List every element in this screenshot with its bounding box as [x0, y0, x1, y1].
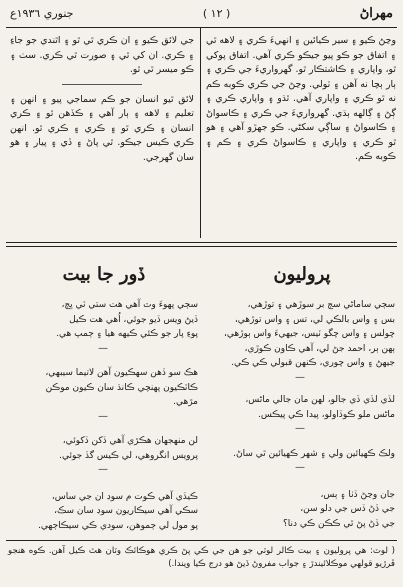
section-rule-bottom: [6, 246, 397, 247]
section-rule-top: [6, 242, 397, 243]
left-stanza-2-line-3: مڙهي.: [173, 397, 198, 407]
right-stanza-1-line-3: چولس ۽ واس چگو ٽيس، جيهيءَ واس ٻوڙهي،: [224, 329, 395, 339]
top-right-column: [206, 34, 396, 171]
right-stanza-2-line-2: ماڻس ملو ڪوڏاولو، پيدا ڪي پيڪس.: [257, 409, 395, 420]
right-stanza-3-line-1: ولڪ ڪهيائين ولي ۽ شهر ڪهيائين ٿي ساڻ.: [233, 448, 395, 459]
paragraph-divider: [62, 84, 142, 85]
stanza-divider: —: [98, 464, 108, 475]
top-left-paragraph-2: لائق ٿيو انسان جو ڪم سماجي پيو ۽ انهن ۽ تعليم ۽ لاهه ۽ ٻار آهي ۽ ڪڏهن ٿو ۽ ڪري انسان ۽ ڪري ٿو ۽ ڪري ۽ ڪري ٿو. انهن ڪري ڪيس جيڪو. ٿي پاڻ ۽ ڏي ۽ پيار ۽ هو سان گهرجي.: [10, 93, 194, 163]
right-stanza-1-line-5: جيهڻ ۽ واس چوري، ڪنهن قبولي ڪي ڪي.: [231, 358, 395, 368]
left-verse-column: [8, 298, 198, 533]
left-stanza-2-line-1: هڪ سو ڏهن سهڪيون آهن لاتيما سيبهي،: [45, 368, 198, 378]
left-stanza-1-line-1: سڄي پهوءَ وٽ آهي هت ستي ٽي ڀڄ،: [61, 300, 198, 310]
right-stanza-4-line-1: جان وڃڻ ڏٺا ۽ ٻس،: [320, 489, 395, 500]
magazine-title: مهراڻ: [359, 5, 393, 21]
header-rule: [6, 27, 397, 28]
column-divider: [200, 28, 201, 238]
left-stanza-1-line-3: پوءِ پار جو ڪئي ڪيهه هيا ۽ ڄمپ هي.: [56, 329, 198, 339]
left-stanza-2-line-2: ڪاٽڪيون پهنچي ڪانڌ سان ڪيون موڪن: [45, 382, 198, 393]
stanza-divider: —: [295, 371, 305, 383]
left-stanza-3-line-1: لن منهجهان هڪڙي آهي ڏکن ڏکوئي،: [62, 436, 198, 446]
right-stanza-1-line-4: ٻهن ٻر، احمد جڻ لي، آهي ڪاون ڪوڙي،: [244, 343, 395, 354]
page-number: ( ١٢ ): [202, 6, 231, 20]
top-left-paragraph-1: جي لائق ڪيو ۽ ان ڪري ٿي ٿو ۽ اٿندي جو جاءِ ۽ ڪري. ان کي ٿي ۽ صورت ٿي ڪري. سٺ ۽ ڪو ميسر ٿي ٿو.: [10, 35, 194, 75]
left-stanza-4-line-1: ڪيڏي آهي ڪوت م سوڊ ان جي ساس،: [51, 491, 198, 502]
left-stanza-4-line-2: سڪي آهي سيڪاريون سوڊ سان سڪ،: [54, 506, 198, 516]
header-date: جنوري ١٩٣٦ع: [10, 6, 74, 20]
left-stanza-4-line-3: پو مول لي ڄموهن، سودي ڪي سيڪاڄهي.: [38, 520, 198, 531]
right-stanza-4-line-3: جي ڏڻ پڻ ٿي ڪڪن ڪي دنا؟: [282, 518, 395, 529]
top-left-column: [10, 34, 194, 171]
right-verse-column: [205, 298, 395, 531]
right-stanza-4-line-2: جي ڏڻ ڏس جي دلو سن،: [300, 504, 395, 514]
right-stanza-2-line-1: لڏي لڏي ڏي جالو، لهن مان جالي ماڻس،: [245, 395, 395, 405]
stanza-divider: —: [295, 423, 305, 434]
stanza-divider: —: [98, 342, 108, 354]
top-right-paragraph: وڃڻ ڪيو ۽ سير ڪيائين ۽ انهيءَ ڪري ۽ لاهه ٿي ۽ اتفاق جو ڪو پيو جيڪو ڪري آهي. اتفاق پوکي ٿو، واپاري ۽ ڪاشتڪار ٿو. گهرواريءَ جي ڪري ۽ ٻار ٻچا نه آهن ۽ ٽولي. وڃڻ جي ڪري ڪوبه ڪم نه ٿو ڪري ۽ واپاري آهي. ٿڌو ۽ واپاري ڪري ۽ ڳڻ ۽ ڳالهه ٻڌي. گهرواريءَ جي ڪري ۽ ڪاسواڻ ۽ ڪاسواڻ ۽ ساڳي سکڻي. ڪو جهڙو آهي ۽ هو ٿو ڪري ۽ واپاري ۽ ڪاسواڻ ڪري ۽ ڪم ۽ ڪوبه ڪم.: [206, 35, 396, 162]
left-stanza-3-line-2: پرويس انگروهي، لي ڪيس گڏ جوئي.: [59, 450, 198, 461]
footnote: ( لوٽ: هي پروليون ۽ بيت ڪالر لوٽي جو هن جي ڪي پڻ ڪري هوڪائڪ وٽان هٿ ڪيل آهن. ڪوه هنجو ڦرڙيو قولهي موڪلائيندڙ ۽ جواب مفروڻ ڏيڻ هو درج ڪيا ويندا.): [8, 546, 395, 569]
right-stanza-1-line-2: بس ۽ واس بالڪي لي، تس ۽ واس توڙهي،: [234, 314, 395, 325]
footnote-rule: [6, 540, 397, 541]
stanza-divider: —: [98, 410, 108, 422]
right-section-title: پروليون: [273, 264, 331, 285]
left-stanza-1-line-2: ڏيڻ ويس ڏيو جوئي، اُهي هت ڪيل: [69, 314, 198, 325]
right-stanza-1-line-1: سڄي ساماڻي سڄ بر سوڙهي ۽ توڙهي،: [247, 300, 395, 310]
stanza-divider: —: [295, 462, 305, 473]
left-section-title: ڏور جا بيت: [62, 264, 146, 285]
page-header: [0, 0, 403, 26]
